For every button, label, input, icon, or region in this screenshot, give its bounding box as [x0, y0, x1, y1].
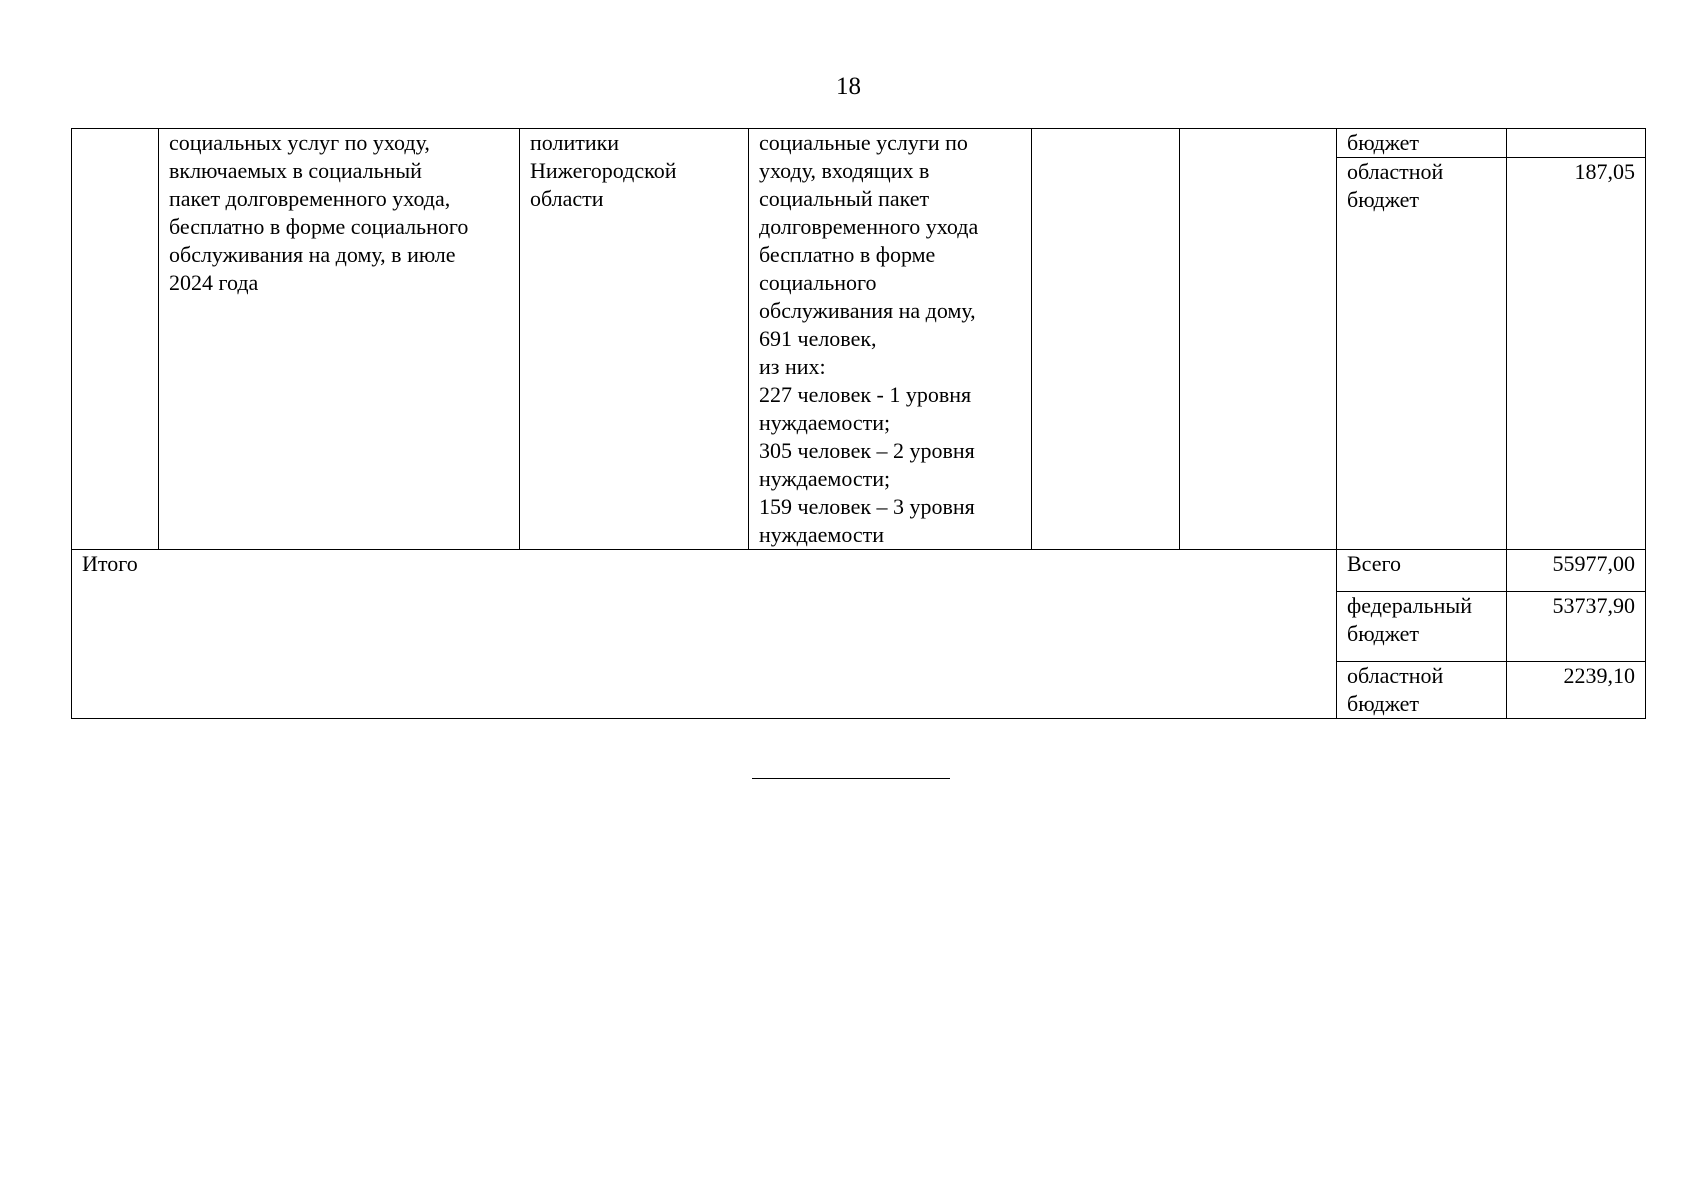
total-budget-amount: 2239,10	[1507, 662, 1646, 719]
cell-empty-2	[1180, 129, 1337, 550]
cell-budget-source: областной бюджет	[1337, 158, 1507, 550]
cell-budget-source: бюджет	[1337, 129, 1507, 158]
table-row	[72, 129, 1646, 158]
page-number: 18	[836, 73, 861, 100]
cell-number	[72, 129, 159, 550]
cell-empty-1	[1032, 129, 1180, 550]
total-budget-source: федеральный бюджет	[1337, 592, 1507, 662]
total-budget-amount: 53737,90	[1507, 592, 1646, 662]
cell-event-description: социальных услуг по уходу, включаемых в социальный пакет долговременного ухода, бесплатно в форме социального обслуживания на дому, в июле 2024 года	[159, 129, 520, 550]
budget-table	[71, 128, 1646, 719]
total-budget-amount: 55977,00	[1507, 550, 1646, 592]
cell-budget-amount	[1507, 129, 1646, 158]
total-budget-source: областной бюджет	[1337, 662, 1507, 719]
total-budget-source: Всего	[1337, 550, 1507, 592]
cell-budget-amount: 187,05	[1507, 158, 1646, 550]
cell-responsible: политики Нижегородской области	[520, 129, 749, 550]
cell-result: социальные услуги по уходу, входящих в социальный пакет долговременного ухода бесплатно в форме социального обслуживания на дому, 691 человек, из них: 227 человек - 1 уровня нуждаемости; 305 человек – 2 уровня нуждаемости; 159 человек – 3 уровня нуждаемости	[749, 129, 1032, 550]
total-label: Итого	[72, 550, 1337, 719]
end-of-document-rule	[752, 778, 950, 779]
total-row	[72, 550, 1646, 592]
